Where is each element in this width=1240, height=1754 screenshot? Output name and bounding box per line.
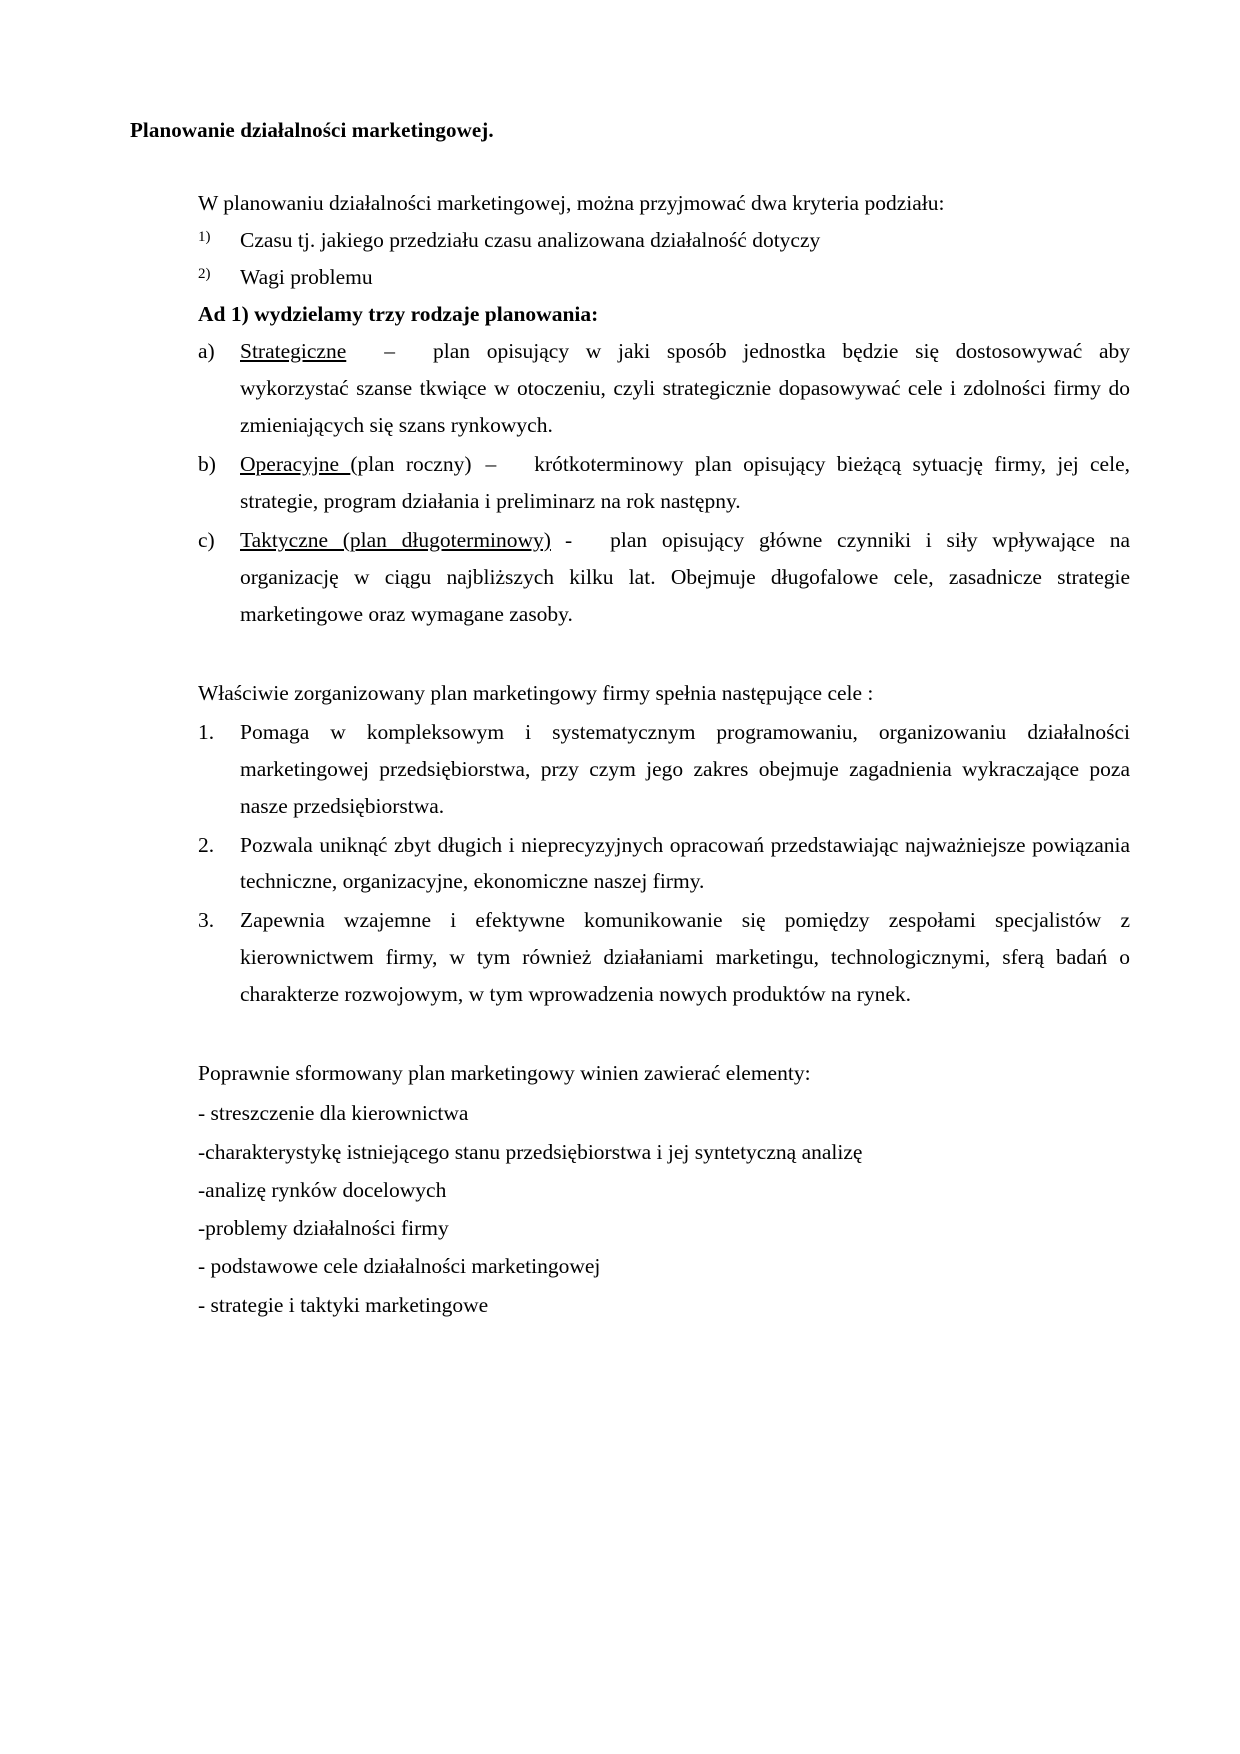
document-body <box>198 185 1130 1324</box>
list-marker: 1) <box>198 228 211 245</box>
term-separator: – <box>384 338 396 363</box>
list-item <box>198 522 1130 633</box>
term-separator: – <box>485 451 497 476</box>
list-item-text: Czasu tj. jakiego przedziału czasu analizowana działalność dotyczy <box>240 227 821 252</box>
list-item-text: plan opisujący w jaki sposób jednostka będzie się dostosowywać aby wykorzystać szanse tkwiące w otoczeniu, czyli strategicznie dopasowywać cele i zdolności firmy do zmieniających się szans rynkowych. <box>240 338 1130 437</box>
list-item: - strategie i taktyki marketingowe <box>198 1292 489 1317</box>
list-item-text: krótkoterminowy plan opisujący bieżącą sytuację firmy, jej cele, strategie, program działania i preliminarz na rok następny. <box>240 451 1130 513</box>
list-marker: 2. <box>198 832 215 857</box>
spacer <box>198 1015 1130 1055</box>
ad-line <box>198 296 1130 333</box>
list-item <box>198 222 1130 259</box>
list-marker: 1. <box>198 719 215 744</box>
goals-list <box>198 714 1130 1014</box>
term-separator: - <box>564 527 573 552</box>
list-item <box>198 714 1130 825</box>
list-item-text: Pozwala uniknąć zbyt długich i nieprecyzyjnych opracowań przedstawiając najważniejsze powiązania techniczne, organizacyjne, ekonomiczne naszej firmy. <box>240 832 1130 894</box>
list-item <box>198 902 1130 1013</box>
list-marker: b) <box>198 451 216 476</box>
list-item: - podstawowe cele działalności marketingowej <box>198 1254 601 1279</box>
term-operacyjne-extra: (plan roczny) <box>350 451 472 476</box>
list-item-text: Pomaga w kompleksowym i systematycznym programowaniu, organizowaniu działalności marketingowej przedsiębiorstwa, przy czym jego zakres obejmuje zagadnienia wykraczające poza nasze przedsiębiorstwa. <box>240 719 1130 818</box>
term-operacyjne: Operacyjne <box>240 451 351 476</box>
page-title: Planowanie działalności marketingowej. <box>130 118 494 142</box>
criteria-list <box>198 222 1130 296</box>
list-marker: c) <box>198 527 215 552</box>
list-item: - streszczenie dla kierownictwa <box>198 1101 469 1126</box>
list-item-text: plan opisujący główne czynniki i siły wpływające na organizację w ciągu najbliższych kilku lat. Obejmuje długofalowe cele, zasadnicze strategie marketingowe oraz wymagane zasoby. <box>240 527 1130 626</box>
list-marker: 3. <box>198 908 215 933</box>
list-marker: 2) <box>198 265 211 282</box>
elements-list <box>198 1094 1130 1324</box>
list-item-text: Wagi problemu <box>240 264 373 289</box>
list-item: -problemy działalności firmy <box>198 1216 449 1241</box>
list-item <box>198 446 1130 520</box>
list-item <box>198 333 1130 444</box>
elements-lead: Poprawnie sformowany plan marketingowy winien zawierać elementy: <box>198 1061 811 1086</box>
spacer <box>198 635 1130 675</box>
list-item: -analizę rynków docelowych <box>198 1177 447 1202</box>
list-item <box>198 259 1130 296</box>
ad-line-text: Ad 1) wydzielamy trzy rodzaje planowania: <box>198 301 599 326</box>
planning-types-list <box>198 333 1130 633</box>
term-taktyczne: Taktyczne (plan długoterminowy) <box>240 527 551 552</box>
list-marker: a) <box>198 338 215 363</box>
list-item: -charakterystykę istniejącego stanu przedsiębiorstwa i jej syntetyczną analizę <box>198 1139 863 1164</box>
list-item <box>198 827 1130 901</box>
intro-paragraph: W planowaniu działalności marketingowej, można przyjmować dwa kryteria podziału: <box>198 191 945 215</box>
term-strategiczne: Strategiczne <box>240 338 347 363</box>
list-item-text: Zapewnia wzajemne i efektywne komunikowanie się pomiędzy zespołami specjalistów z kierownictwem firmy, w tym również działaniami marketingu, technologicznymi, sferą badań o charakterze rozwojowym, w tym wprowadzenia nowych produktów na rynek. <box>240 908 1130 1007</box>
goals-lead: Właściwie zorganizowany plan marketingowy firmy spełnia następujące cele : <box>198 680 874 705</box>
